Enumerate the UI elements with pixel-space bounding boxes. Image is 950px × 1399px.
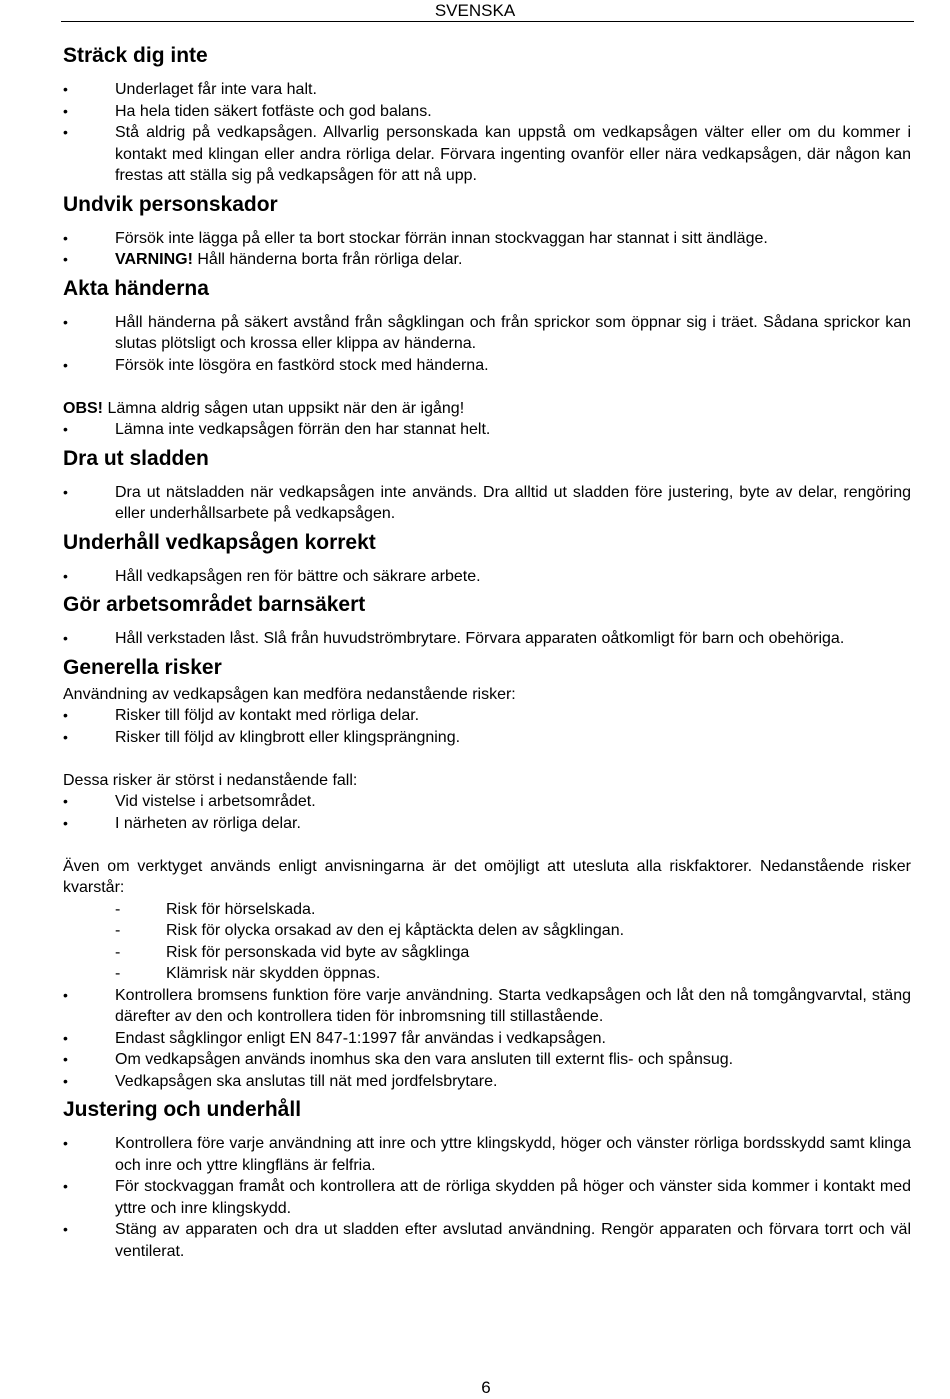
section-akta (63, 275, 911, 441)
list-item: • Risker till följd av kontakt med rörliga delar. (63, 705, 911, 727)
section-title: Akta händerna (63, 276, 209, 300)
list-item: • För stockvaggan framåt och kontrollera att de rörliga skydden på höger och vänster sida kommer i kontakt med yttre och inre klingskydd. (63, 1176, 911, 1219)
bullet-list (63, 228, 911, 271)
section-title: Gör arbetsområdet barnsäkert (63, 593, 366, 616)
section-barnsakert (63, 591, 911, 650)
list-item: • Stäng av apparaten och dra ut sladden efter avslutad användning. Rengör apparaten och förvara torrt och väl ventilerat. (63, 1219, 911, 1262)
list-item: • Vid vistelse i arbetsområdet. (63, 791, 911, 813)
section-title: Dra ut sladden (63, 446, 209, 470)
bullet-list (63, 482, 911, 525)
list-item: - Risk för hörselskada. (63, 899, 911, 921)
section-title: Generella risker (63, 655, 222, 679)
list-item: • Lämna inte vedkapsågen förrän den har stannat helt. (63, 419, 911, 441)
list-item: • Försök inte lägga på eller ta bort stockar förrän innan stockvaggan har stannat i sitt ändläge. (63, 228, 911, 250)
obs-label: OBS! (63, 399, 103, 417)
bullet-list (63, 312, 911, 377)
list-item: • Dra ut nätsladden när vedkapsågen inte används. Dra alltid ut sladden före justering, byte av delar, rengöring eller underhållsarbete på vedkapsågen. (63, 482, 911, 525)
header-divider (61, 21, 914, 22)
dash-list (63, 899, 911, 985)
list-item: - Risk för personskada vid byte av sågklinga (63, 942, 911, 964)
section-undvik (63, 191, 911, 271)
list-item: • Kontrollera före varje användning att inre och yttre klingskydd, höger och vänster rörliga bordsskydd samt klinga och inre och yttre klingfläns är felfria. (63, 1133, 911, 1176)
paragraph: Även om verktyget används enligt anvisningarna är det omöjligt att utesluta alla riskfaktorer. Nedanstående risker kvarstår: (63, 857, 911, 896)
section-title: Justering och underhåll (63, 1098, 302, 1121)
list-item: • Stå aldrig på vedkapsågen. Allvarlig personskada kan uppstå om vedkapsågen välter eller om du kommer i kontakt med klingan eller andra rörliga delar. Förvara ingenting ovanför eller nära vedkapsågen, där någon kan frestas att ställa sig på vedkapsågen för att nå upp. (63, 122, 911, 187)
section-underhall (63, 529, 911, 588)
bullet-list (63, 705, 911, 748)
list-item: - Risk för olycka orsakad av den ej kåptäckta delen av sågklingan. (63, 920, 911, 942)
section-title: Sträck dig inte (63, 44, 208, 67)
page-number: 6 (481, 1378, 491, 1397)
bullet-list (63, 985, 911, 1093)
bullet-list (63, 628, 911, 650)
list-item: - Klämrisk när skydden öppnas. (63, 963, 911, 985)
warning-label: VARNING! (115, 251, 193, 268)
warning-text: Håll händerna borta från rörliga delar. (192, 251, 463, 268)
obs-text: Lämna aldrig sågen utan uppsikt när den är igång! (103, 399, 465, 417)
bullet-list (63, 79, 911, 187)
list-item: • Försök inte lösgöra en fastkörd stock med händerna. (63, 355, 911, 377)
section-title: Undvik personskador (63, 192, 278, 216)
list-item: • Ha hela tiden säkert fotfäste och god balans. (63, 101, 911, 123)
list-item: • Håll händerna på säkert avstånd från sågklingan och från sprickor som öppnar sig i träet. Sådana sprickor kan slutas plötsligt och krossa eller klippa av händerna. (63, 312, 911, 355)
section-title: Underhåll vedkapsågen korrekt (63, 530, 376, 554)
section-strack (63, 42, 911, 187)
list-item: • I närheten av rörliga delar. (63, 813, 911, 835)
header-language: SVENSKA (434, 1, 516, 20)
list-item: • Risker till följd av klingbrott eller klingsprängning. (63, 727, 911, 749)
section-justering (63, 1096, 911, 1262)
bullet-list (63, 566, 911, 588)
paragraph: Dessa risker är störst i nedanstående fall: (63, 771, 358, 789)
bullet-list (63, 419, 911, 441)
list-item: • Vedkapsågen ska anslutas till nät med jordfelsbrytare. (63, 1071, 911, 1093)
paragraph: Användning av vedkapsågen kan medföra nedanstående risker: (63, 685, 516, 703)
list-item: • Endast sågklingor enligt EN 847-1:1997 får användas i vedkapsågen. (63, 1028, 911, 1050)
list-item: • Håll vedkapsågen ren för bättre och säkrare arbete. (63, 566, 911, 588)
list-item: • Om vedkapsågen används inomhus ska den vara ansluten till externt flis- och spånsug. (63, 1049, 911, 1071)
list-item: • Håll verkstaden låst. Slå från huvudströmbrytare. Förvara apparaten oåtkomligt för barn och obehöriga. (63, 628, 911, 650)
list-item: • Underlaget får inte vara halt. (63, 79, 911, 101)
list-item: • Kontrollera bromsens funktion före varje användning. Starta vedkapsågen och låt den nå tomgångvarvtal, stäng därefter av den och kontrollera tiden för inbromsning till stillastående. (63, 985, 911, 1028)
document-body (63, 42, 911, 1266)
bullet-list (63, 791, 911, 834)
section-generella (63, 654, 911, 1093)
bullet-list (63, 1133, 911, 1262)
section-dra (63, 445, 911, 525)
list-item (63, 249, 911, 271)
obs-note (63, 398, 911, 420)
